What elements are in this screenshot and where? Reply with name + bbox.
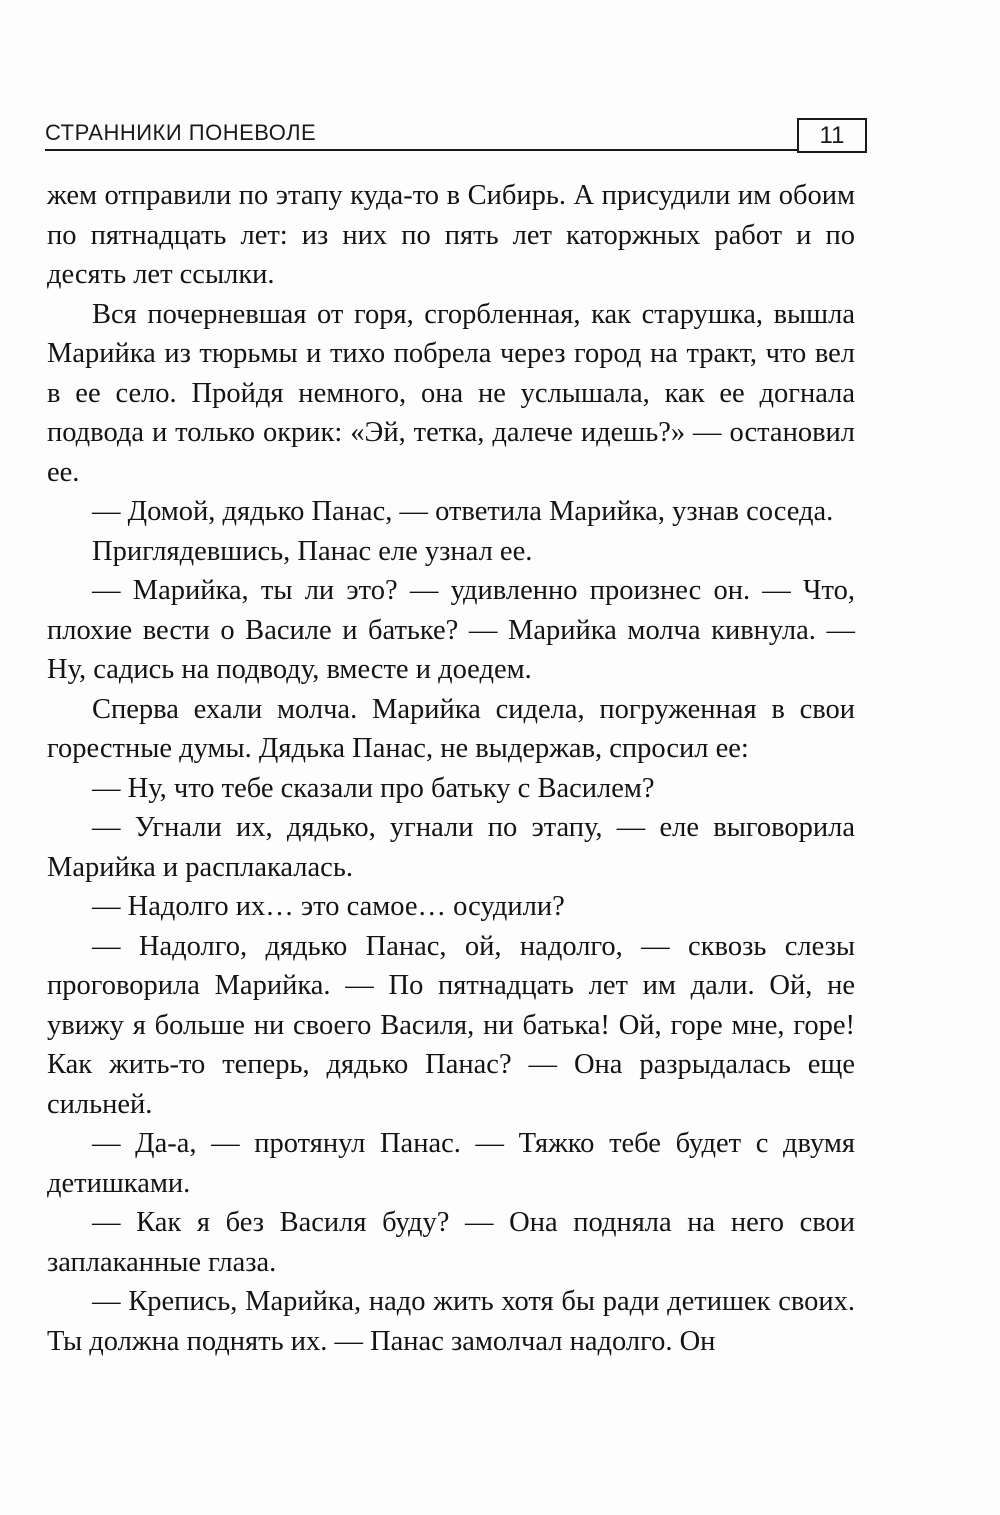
- paragraph: — Как я без Василя буду? — Она подняла на него свои заплаканные глаза.: [47, 1207, 855, 1278]
- paragraph: — Угнали их, дядько, угнали по этапу, — еле выговорила Марийка и расплакалась.: [47, 812, 855, 883]
- paragraph: — Надолго их… это самое… осудили?: [92, 891, 565, 922]
- paragraph: — Ну, что тебе сказали про батьку с Василем?: [92, 772, 655, 804]
- header-rule: [45, 149, 797, 151]
- paragraph: — Крепись, Марийка, надо жить хотя бы ради детишек своих. Ты должна поднять их. — Панас замолчал надолго. Он: [47, 1286, 855, 1357]
- paragraph: жем отправили по этапу куда-то в Сибирь. А присудили им обоим по пятнадцать лет: из них по пять лет каторжных работ и по десять лет ссылки.: [47, 180, 855, 290]
- running-head: [45, 118, 865, 152]
- paragraph: — Марийка, ты ли это? — удивленно произнес он. — Что, плохие вести о Василе и батьке? — Марийка молча кивнула. — Ну, садись на подводу, вместе и доедем.: [47, 575, 855, 685]
- paragraph: — Да-а, — протянул Панас. — Тяжко тебе будет с двумя детишками.: [47, 1128, 855, 1199]
- paragraph: Приглядевшись, Панас еле узнал ее.: [92, 535, 533, 567]
- paragraph: Сперва ехали молча. Марийка сидела, погруженная в свои горестные думы. Дядька Панас, не выдержав, спросил ее:: [47, 693, 855, 764]
- paragraph: Вся почерневшая от горя, сгорбленная, как старушка, вышла Марийка из тюрьмы и тихо побрела через город на тракт, что вел в ее село. Пройдя немного, она не услышала, как ее догнала подвода и только окрик: «Эй, тетка, далече идешь?» — остановил ее.: [47, 298, 855, 488]
- page-number: 11: [797, 118, 867, 153]
- running-title: СТРАННИКИ ПОНЕВОЛЕ: [45, 120, 317, 145]
- paragraph: — Надолго, дядько Панас, ой, надолго, — сквозь слезы проговорила Марийка. — По пятнадцать лет им дали. Ой, не увижу я больше ни своего Василя, ни батька! Ой, горе мне, горе! Как жить-то теперь, дядько Панас? — Она разрыдалась еще сильней.: [47, 930, 855, 1120]
- paragraph: — Домой, дядько Панас, — ответила Марийка, узнав соседа.: [92, 496, 834, 527]
- body-text: [47, 176, 855, 1361]
